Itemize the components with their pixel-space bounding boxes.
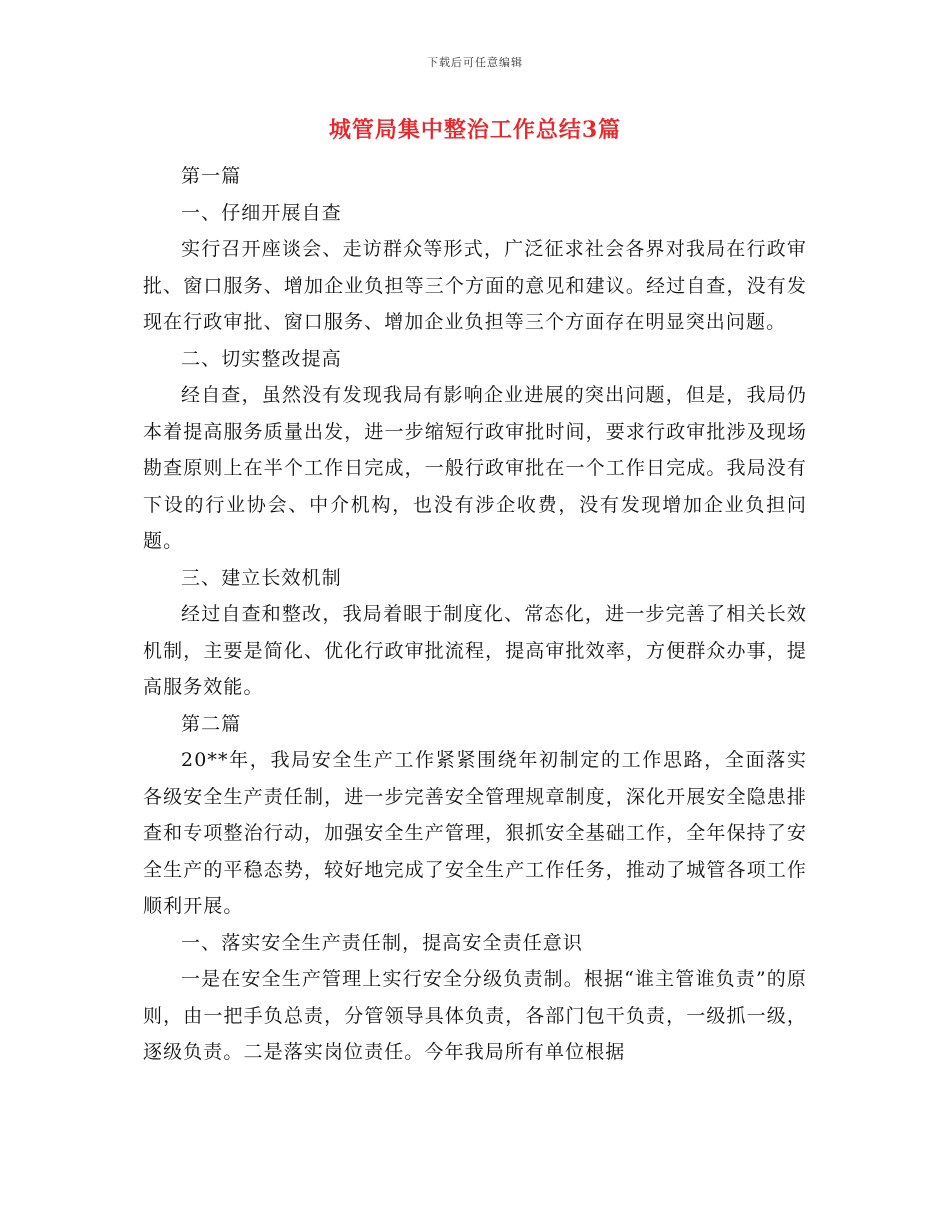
document-title: 城管局集中整治工作总结3篇 — [328, 117, 622, 143]
body-paragraph: 经过自查和整改，我局着眼于制度化、常态化，进一步完善了相关长效机制，主要是简化、优化行政审批流程，提高审批效率，方便群众办事，提高服务效能。 — [143, 603, 807, 698]
body-paragraph: 经自查，虽然没有发现我局有影响企业进展的突出问题，但是，我局仍本着提高服务质量出发，进一步缩短行政审批时间，要求行政审批涉及现场勘查原则上在半个工作日完成，一般行政审批在一个工作日完成。我局没有下设的行业协会、中介机构，也没有涉企收费，没有发现增加企业负担问题。 — [143, 384, 807, 552]
section-heading: 第一篇 — [181, 165, 242, 187]
subsection-heading: 二、切实整改提高 — [181, 347, 342, 370]
body-paragraph: 一是在安全生产管理上实行安全分级负责制。根据“谁主管谁负责”的原则，由一把手负总责，分管领导具体负责，各部门包干负责，一级抓一级，逐级负责。二是落实岗位责任。今年我局所有单位根据 — [143, 968, 807, 1063]
body-paragraph: 20**年，我局安全生产工作紧紧围绕年初制定的工作思路，全面落实各级安全生产责任制，进一步完善安全管理规章制度，深化开展安全隐患排查和专项整治行动，加强安全生产管理，狠抓安全基础工作，全年保持了安全生产的平稳态势，较好地完成了安全生产工作任务，推动了城管各项工作顺利开展。 — [143, 749, 807, 917]
subsection-heading: 三、建立长效机制 — [181, 566, 342, 589]
body-paragraph: 实行召开座谈会、走访群众等形式，广泛征求社会各界对我局在行政审批、窗口服务、增加企业负担等三个方面的意见和建议。经过自查，没有发现在行政审批、窗口服务、增加企业负担等三个方面存在明显突出问题。 — [143, 238, 807, 333]
document-body — [143, 158, 807, 1071]
subsection-heading: 一、落实安全生产责任制，提高安全责任意识 — [181, 931, 584, 954]
page-header-note: 下载后可任意编辑 — [427, 56, 523, 69]
section-heading: 第二篇 — [181, 712, 242, 735]
subsection-heading: 一、仔细开展自查 — [181, 201, 342, 224]
